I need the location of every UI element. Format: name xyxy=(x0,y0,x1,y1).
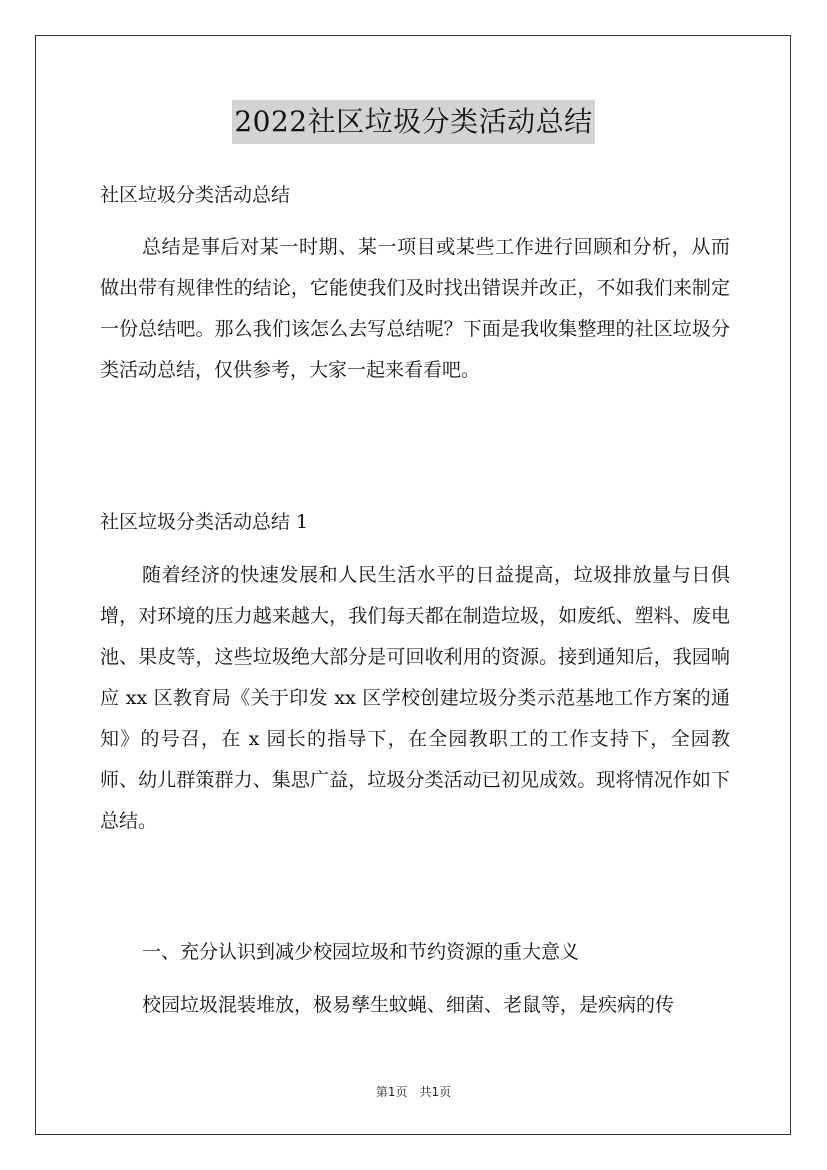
title-area xyxy=(0,100,827,144)
page-number-footer: 第1页 共1页 xyxy=(375,1085,452,1099)
intro-paragraph: 总结是事后对某一时期、某一项目或某些工作进行回顾和分析，从而做出带有规律性的结论，它能使我们及时找出错误并改正，不如我们来制定一份总结吧。那么我们该怎么去写总结呢？下面是我收集整理的社区垃圾分类活动总结，仅供参考，大家一起来看看吧。 xyxy=(100,236,730,381)
subsection-paragraph: 校园垃圾混装堆放，极易孳生蚊蝇、细菌、老鼠等，是疾病的传 xyxy=(142,994,675,1016)
section-1-heading: 社区垃圾分类活动总结 1 xyxy=(100,511,309,533)
section-1-paragraph: 随着经济的快速发展和人民生活水平的日益提高，垃圾排放量与日俱增，对环境的压力越来越大，我们每天都在制造垃圾，如废纸、塑料、废电池、果皮等，这些垃圾绝大部分是可回收利用的资源。接到通知后，我园响应 xx 区教育局《关于印发 xx 区学校创建垃圾分类示范基地工作方案的通知》的号召，在 x 园长的指导下，在全园教职工的工作支持下，全园教师、幼儿群策群力、集思广益，垃圾分类活动已初见成效。现将情况作如下总结。 xyxy=(100,564,730,832)
intro-heading: 社区垃圾分类活动总结 xyxy=(100,184,291,206)
subsection-heading: 一、充分认识到减少校园垃圾和节约资源的重大意义 xyxy=(142,941,580,963)
document-title: 2022社区垃圾分类活动总结 xyxy=(232,100,594,144)
